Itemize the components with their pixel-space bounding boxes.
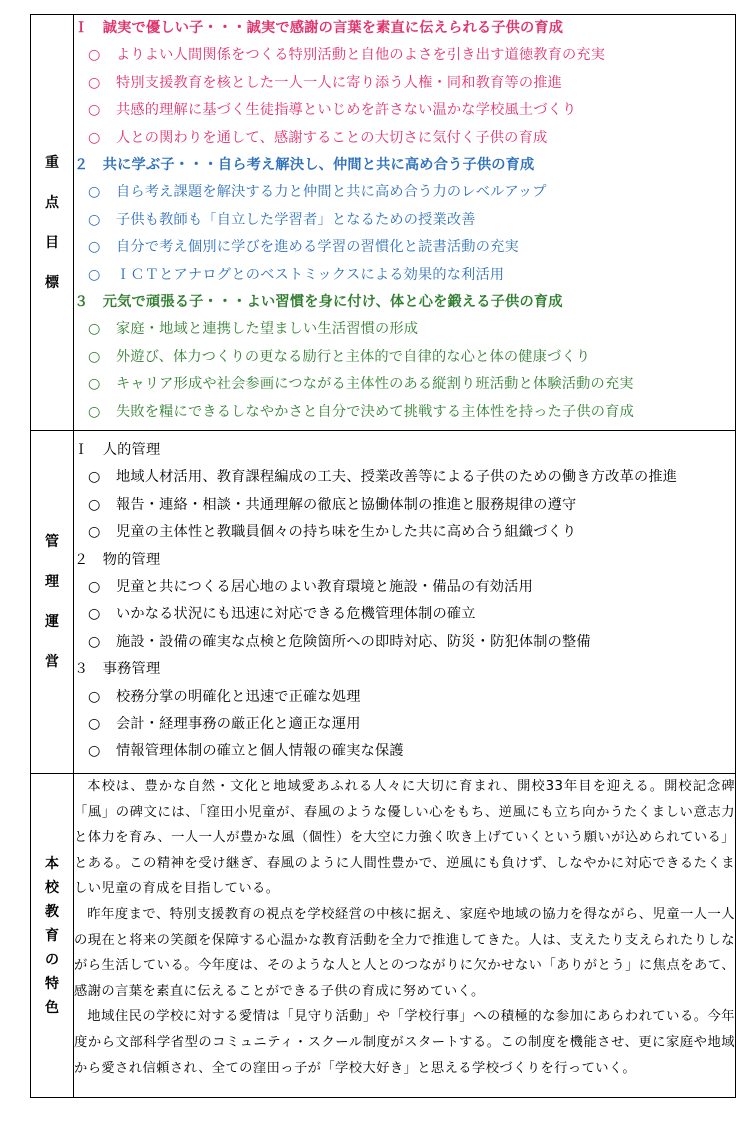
circle-bullet-icon: ○ <box>88 716 101 733</box>
goal-item <box>74 344 735 371</box>
features-label-char: 本 <box>45 855 59 872</box>
goal-item-text: 失敗を糧にできるしなやかさと自分で決めて挑戦する主体性を持った子供の育成 <box>116 403 634 420</box>
circle-bullet-icon: ○ <box>88 606 101 623</box>
circle-bullet-icon: ○ <box>88 743 101 760</box>
goal-item-text: 子供も教師も「自立した学習者」となるための授業改善 <box>116 211 476 228</box>
management-item <box>74 601 735 628</box>
management-label-cell <box>31 431 74 774</box>
goal-item <box>74 399 735 426</box>
goal-heading-3: ３ 元気で頑張る子・・・よい習慣を身に付け、体と心を鍛える子供の育成 <box>74 294 563 311</box>
management-item-text: いかなる状況にも迅速に対応できる危機管理体制の確立 <box>116 606 476 623</box>
circle-bullet-icon: ○ <box>88 496 101 513</box>
management-content <box>74 431 736 774</box>
goals-row <box>31 15 736 431</box>
goal-item-text: 特別支援教育を核とした一人一人に寄り添う人権・同和教育等の推進 <box>116 74 563 91</box>
management-item-text: 校務分掌の明確化と迅速で正確な処理 <box>116 688 361 705</box>
goals-content <box>74 15 736 431</box>
management-label-char: 理 <box>45 574 59 590</box>
features-label <box>31 852 73 1020</box>
circle-bullet-icon: ○ <box>88 102 101 119</box>
management-item <box>74 711 735 738</box>
management-item <box>74 738 735 765</box>
goal-item <box>74 316 735 343</box>
goal-item <box>74 262 735 289</box>
management-label-char: 運 <box>45 614 59 630</box>
management-item <box>74 519 735 546</box>
goals-label <box>31 143 73 303</box>
goal-item-text: 家庭・地域と連携した望ましい生活習慣の形成 <box>116 321 419 338</box>
goal-item-text: よりよい人間関係をつくる特別活動と自他のよさを引き出す道徳教育の充実 <box>116 47 606 64</box>
circle-bullet-icon: ○ <box>88 129 101 146</box>
circle-bullet-icon: ○ <box>88 239 101 256</box>
features-paragraph: 本校は、豊かな自然・文化と地域愛あふれる人々に大切に育まれ、開校33年目を迎える。開校記念碑「風」の碑文には、「窪田小児童が、春風のような優しい心をもち、逆風にも立ち向かうたくましい意志力と体力を育み、一人一人が豊かな風（個性）を大空に力強く吹き上げていくという願いが込められている」とある。この精神を受け継ぎ、春風のように人間性豊かで、逆風にも負けず、しなやかに対応できるたくましい児童の育成を目指している。 <box>74 779 735 897</box>
management-item <box>74 684 735 711</box>
features-content <box>74 774 736 1098</box>
goal-item <box>74 371 735 398</box>
management-item-text: 情報管理体制の確立と個人情報の確実な保護 <box>116 743 404 760</box>
management-item <box>74 574 735 601</box>
circle-bullet-icon: ○ <box>88 184 101 201</box>
goal-heading-2: ２ 共に学ぶ子・・・自ら考え解決し、仲間と共に高め合う子供の育成 <box>74 157 535 174</box>
goals-label-char: 重 <box>45 154 59 171</box>
circle-bullet-icon: ○ <box>88 633 101 650</box>
management-item-text: 施設・設備の確実な点検と危険箇所への即時対応、防災・防犯体制の整備 <box>116 633 591 650</box>
circle-bullet-icon: ○ <box>88 403 101 420</box>
management-item <box>74 492 735 519</box>
features-label-cell <box>31 774 74 1098</box>
management-heading-2: ２ 物的管理 <box>74 551 161 568</box>
goal-item <box>74 70 735 97</box>
circle-bullet-icon: ○ <box>88 348 101 365</box>
circle-bullet-icon: ○ <box>88 376 101 393</box>
management-label <box>31 522 73 682</box>
school-plan-table <box>30 14 736 1098</box>
management-item-text: 地域人材活用、教育課程編成の工夫、授業改善等による子供のための働き方改革の推進 <box>116 469 678 486</box>
management-item-text: 会計・経理事務の厳正化と適正な運用 <box>116 716 361 733</box>
management-label-char: 営 <box>45 654 59 670</box>
goal-item-text: ＩＣＴとアナログとのベストミックスによる効果的な利活用 <box>116 266 505 283</box>
management-item <box>74 464 735 491</box>
features-paragraph: 地域住民の学校に対する愛情は「見守り活動」や「学校行事」への積極的な参加にあらわれている。今年度から文部科学省型のコミュニティ・スクール制度がスタートする。この制度を機能させ、更に家庭や地域から愛され信頼され、全ての窪田っ子が「学校大好き」と思える学校づくりを行っていく。 <box>74 1009 735 1076</box>
circle-bullet-icon: ○ <box>88 688 101 705</box>
features-label-char: 色 <box>45 999 59 1016</box>
circle-bullet-icon: ○ <box>88 211 101 228</box>
features-label-char: 育 <box>45 927 59 944</box>
goal-item-text: 自ら考え課題を解決する力と仲間と共に高め合う力のレベルアップ <box>116 184 547 201</box>
goal-item <box>74 97 735 124</box>
management-row <box>31 431 736 774</box>
goal-item-text: 自分で考え個別に学びを進める学習の習慣化と読書活動の充実 <box>116 239 519 256</box>
features-label-char: 教 <box>45 903 59 920</box>
management-heading-3: ３ 事務管理 <box>74 661 161 678</box>
goals-label-char: 目 <box>45 234 59 251</box>
circle-bullet-icon: ○ <box>88 74 101 91</box>
goal-item-text: 外遊び、体力つくりの更なる励行と主体的で自律的な心と体の健康づくり <box>116 348 591 365</box>
goal-item-text: 共感的理解に基づく生徒指導といじめを許さない温かな学校風土づくり <box>116 102 577 119</box>
goal-item <box>74 125 735 152</box>
circle-bullet-icon: ○ <box>88 579 101 596</box>
features-label-char: 特 <box>45 975 59 992</box>
features-row <box>31 774 736 1098</box>
circle-bullet-icon: ○ <box>88 469 101 486</box>
goal-item-text: 人との関わりを通して、感謝することの大切さに気付く子供の育成 <box>116 129 548 146</box>
features-label-char: の <box>45 951 59 968</box>
goal-heading-1: Ｉ 誠実で優しい子・・・誠実で感謝の言葉を素直に伝えられる子供の育成 <box>74 20 564 36</box>
management-item-text: 報告・連絡・相談・共通理解の徹底と協働体制の推進と服務規律の遵守 <box>116 496 577 513</box>
features-label-char: 校 <box>45 879 59 896</box>
circle-bullet-icon: ○ <box>88 321 101 338</box>
features-paragraph: 昨年度まで、特別支援教育の視点を学校経営の中核に据え、家庭や地域の協力を得ながら、児童一人一人の現在と将来の笑顔を保障する心温かな教育活動を全力で推進してきた。人は、支えたり支えられたりしながら生活している。今年度は、そのような人と人とのつながりに欠かせない「ありがとう」に焦点をあて、感謝の言葉を素直に伝えることができる子供の育成に努めていく。 <box>74 906 735 999</box>
management-item-text: 児童の主体性と教職員個々の持ち味を生かした共に高め合う組織づくり <box>116 524 577 541</box>
goals-label-char: 点 <box>45 194 59 211</box>
management-item-text: 児童と共につくる居心地のよい教育環境と施設・備品の有効活用 <box>116 579 533 596</box>
management-item <box>74 629 735 656</box>
goal-item <box>74 179 735 206</box>
goal-item <box>74 42 735 69</box>
goal-item-text: キャリア形成や社会参画につながる主体性のある縦割り班活動と体験活動の充実 <box>116 376 634 393</box>
circle-bullet-icon: ○ <box>88 266 101 283</box>
management-label-char: 管 <box>45 534 59 550</box>
goals-label-char: 標 <box>45 274 59 291</box>
goals-label-cell <box>31 15 74 431</box>
circle-bullet-icon: ○ <box>88 524 101 541</box>
goal-item <box>74 234 735 261</box>
circle-bullet-icon: ○ <box>88 47 101 64</box>
management-heading-1: Ｉ 人的管理 <box>74 442 161 458</box>
goal-item <box>74 207 735 234</box>
